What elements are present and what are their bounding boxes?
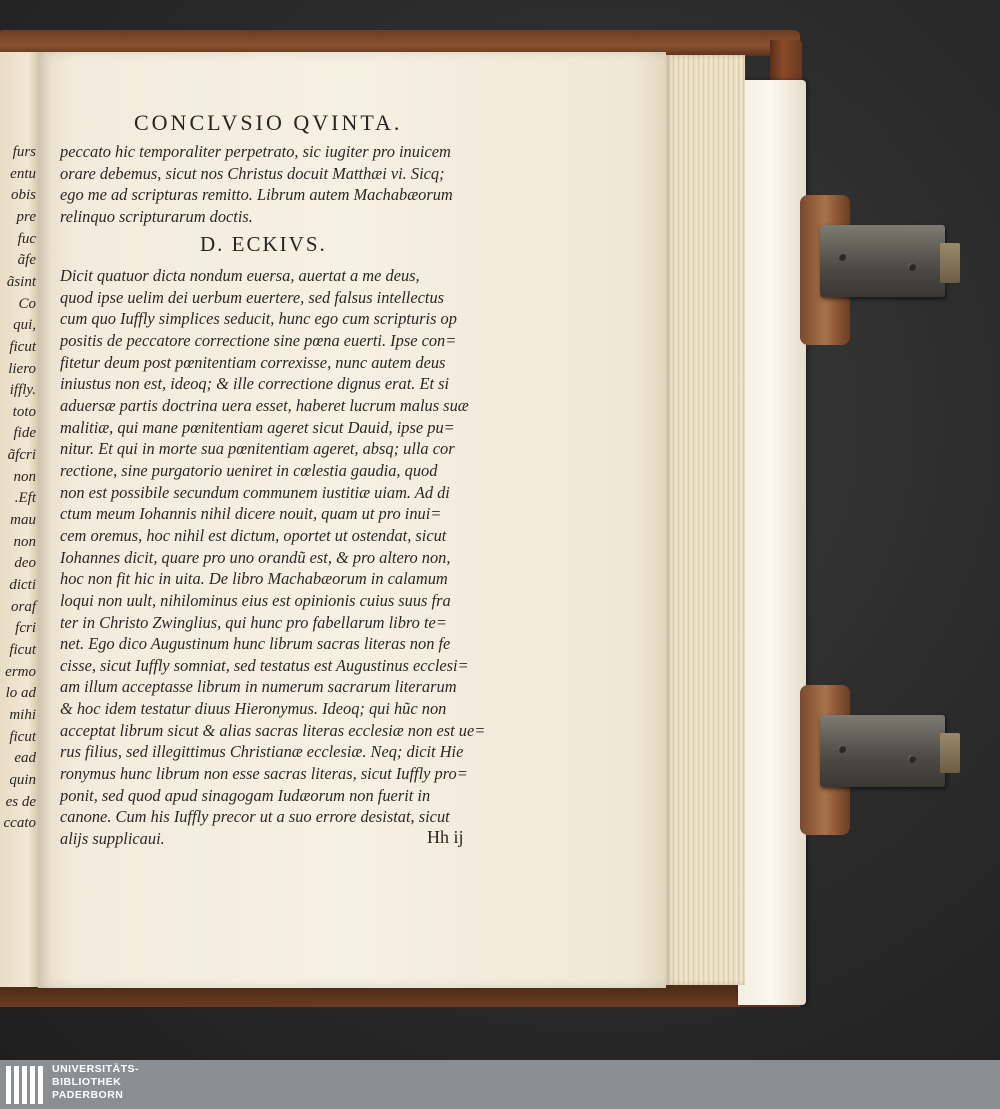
text-line: loqui non uult, nihilominus eius est opinionis cuius suus fra: [60, 590, 451, 610]
left-page-text-fragment: fide: [13, 425, 36, 442]
left-page-text-fragment: ermo: [5, 663, 36, 680]
signature-mark: Hh ij: [427, 827, 464, 847]
left-page-text-fragment: mau: [10, 512, 36, 529]
left-page-text-fragment: non: [13, 533, 36, 550]
text-line: hoc non fit hic in uita. De libro Machabæorum in calamum: [60, 569, 448, 589]
left-page-text-fragment: es de: [5, 793, 36, 810]
library-footer-bar: [0, 1060, 1000, 1109]
left-page-text-fragment: liero: [8, 360, 36, 377]
upper-clasp: [800, 195, 960, 345]
left-page-text-fragment: fuc: [17, 230, 36, 247]
library-logo-icon: [6, 1066, 44, 1104]
text-line: non est possibile secundum communem iustitiæ uiam. Ad di: [60, 482, 450, 502]
left-page-text-fragment: oraf: [10, 598, 36, 615]
rivet-icon: [838, 745, 846, 753]
text-line: positis de peccatore correctione sine pœna euerti. Ipse con=: [60, 330, 457, 350]
text-line: acceptat librum sicut & alias sacras literas ecclesiæ non est ue=: [60, 720, 486, 740]
text-line: ponit, sed quod apud sinagogam Iudæorum non fuerit in: [60, 785, 431, 805]
text-line: ter in Christo Zwinglius, qui hunc pro fabellarum libro te=: [60, 612, 447, 632]
text-line: net. Ego dico Augustinum hunc librum sacras literas non fe: [60, 634, 451, 654]
rivet-icon: [838, 253, 846, 261]
library-name-line: UNIVERSITÄTS-: [52, 1063, 140, 1075]
text-line: am illum acceptasse librum in numerum sacrarum literarum: [60, 677, 457, 697]
text-line: quod ipse uelim dei uerbum euertere, sed falsus intellectus: [60, 287, 445, 307]
rivet-icon: [908, 263, 916, 271]
text-line: cem oremus, hoc nihil est dictum, oportet ut ostendat, sicut: [60, 525, 447, 545]
clasp-tip: [940, 733, 960, 773]
book-cover-bottom-edge: [0, 985, 800, 1007]
library-name-line: BIBLIOTHEK: [52, 1076, 122, 1088]
left-page-text-fragment: quin: [9, 771, 36, 788]
left-page-text-fragment: iffly.: [9, 382, 36, 399]
text-line: ronymus hunc librum non esse sacras literas, sicut Iuffly pro=: [60, 764, 468, 784]
left-page-text-fragment: ficut: [9, 338, 36, 355]
left-page-text-fragment: dicti: [9, 577, 36, 593]
page-stack-edge: [665, 55, 745, 985]
left-page-text-fragment: obis: [10, 187, 36, 204]
left-page-text-fragment: toto: [12, 403, 36, 420]
text-line: malitiæ, qui mane pœnitentiam ageret sicut Dauid, ipse pu=: [60, 417, 455, 437]
text-line: cisse, sicut Iuffly somniat, sed testatus est Augustinus ecclesi=: [60, 655, 469, 675]
left-page-text-fragment: lo ad: [5, 685, 36, 702]
text-line: peccato hic temporaliter perpetrato, sic iugiter pro inuicem: [60, 142, 451, 161]
running-head: CONCLVSIO QVINTA.: [134, 110, 403, 135]
text-line: orare debemus, sicut nos Christus docuit Matthæi vi. Sicq;: [60, 163, 445, 183]
section-heading: D. ECKIVS.: [200, 232, 327, 256]
text-line: iniustus non est, ideoq; & ille correctione dignus erat. Et si: [60, 374, 450, 394]
left-page-sliver: [0, 52, 40, 987]
text-line: ego me ad scripturas remitto. Librum autem Machabæorum: [60, 185, 453, 205]
text-line: ctum meum Iohannis nihil dicere nouit, quam ut pro inui=: [60, 504, 442, 524]
text-line: alijs supplicaui.: [60, 829, 165, 849]
lower-clasp: [800, 685, 960, 835]
left-page-text-fragment: fcri: [15, 620, 36, 637]
left-page-text-fragment: ãsint: [6, 273, 36, 290]
text-line: nitur. Et qui in morte sua pœnitentiam ageret, absq; ulla cor: [60, 439, 455, 459]
left-page-text-fragment: .Eft: [14, 490, 36, 507]
text-line: Dicit quatuor dicta nondum euersa, auertat a me deus,: [60, 266, 420, 285]
paragraph-1: [60, 141, 520, 228]
clasp-tip: [940, 243, 960, 283]
book-back-board: [738, 80, 806, 1005]
left-page-text-fragment: ead: [14, 750, 36, 767]
paragraph-2: [60, 265, 520, 850]
left-page-text-fragment: pre: [16, 208, 36, 225]
text-line: & hoc idem testatur diuus Hieronymus. Ideoq; qui hũc non: [60, 699, 447, 719]
text-line: Iohannes dicit, quare pro uno orandũ est, & pro altero non,: [60, 547, 451, 567]
left-page-text-fragment: entu: [10, 165, 36, 182]
library-name: [52, 1063, 139, 1102]
left-page-text-fragment: ficut: [9, 641, 36, 658]
left-page-text-fragment: ccato: [3, 815, 36, 832]
text-line: rus filius, sed illegittimus Christianæ ecclesiæ. Neq; dicit Hie: [60, 742, 464, 762]
left-page-text-fragment: ãfe: [17, 252, 36, 269]
left-page-text-fragment: Co: [18, 295, 36, 312]
clasp-plate: [820, 225, 945, 297]
text-line: aduersæ partis doctrina uera esset, haberet lucrum malus suæ: [60, 395, 469, 415]
library-name-line: PADERBORN: [52, 1089, 124, 1101]
text-line: rectione, sine purgatorio ueniret in cœlestia gaudia, quod: [60, 460, 438, 480]
rivet-icon: [908, 755, 916, 763]
text-line: fitetur deum post pœnitentiam correxisse, nunc autem deus: [60, 352, 446, 372]
text-line: cum quo Iuffly simplices seducit, hunc ego cum scripturis op: [60, 309, 457, 329]
text-line: canone. Cum his Iuffly precor ut a suo errore desistat, sicut: [60, 807, 450, 827]
left-page-text-fragment: non: [13, 468, 36, 485]
left-page-text-fragment: ãfcri: [7, 447, 36, 464]
left-page-text-fragment: ficut: [9, 728, 36, 745]
left-page-text-fragment: deo: [14, 555, 36, 572]
left-page-text-fragment: mihi: [9, 706, 36, 723]
text-line: relinquo scripturarum doctis.: [60, 206, 253, 226]
left-page-text-fragment: qui,: [13, 317, 36, 334]
left-page-text-fragment: furs: [12, 144, 36, 160]
